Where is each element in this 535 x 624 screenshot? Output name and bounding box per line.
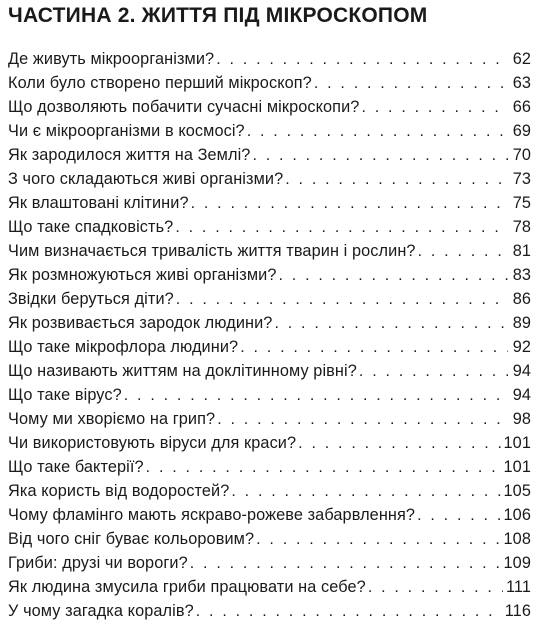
- toc-entry-title: З чого складаються живі організми?: [8, 170, 284, 188]
- toc-entry: [8, 263, 531, 287]
- dot-leader: [231, 480, 500, 504]
- dot-leader: [217, 408, 508, 432]
- toc-entry-page-number: 108: [503, 530, 531, 548]
- toc-entry: [8, 71, 531, 95]
- dot-leader: [247, 120, 508, 144]
- toc-entry-page-number: 70: [512, 146, 531, 164]
- toc-entry-title: Звідки беруться діти?: [8, 290, 174, 308]
- dot-leader: [124, 384, 508, 408]
- toc-entry-title: Чи є мікроорганізми в космосі?: [8, 122, 245, 140]
- toc-entry-title: Від чого сніг буває кольоровим?: [8, 530, 255, 548]
- toc-entry: [8, 95, 531, 119]
- toc-entry: [8, 143, 531, 167]
- toc-entry-title: Чому фламінго мають яскраво-рожеве забарвлення?: [8, 506, 416, 524]
- toc-entry-page-number: 81: [512, 242, 531, 260]
- toc-entry-page-number: 106: [503, 506, 531, 524]
- toc-entry-page-number: 101: [503, 458, 531, 476]
- dot-leader: [175, 216, 508, 240]
- dot-leader: [146, 456, 501, 480]
- toc-entry-page-number: 109: [503, 554, 531, 572]
- toc-entry-title: Що дозволяють побачити сучасні мікроскопи?: [8, 98, 360, 116]
- toc-entry-page-number: 98: [512, 410, 531, 428]
- toc-entry-page-number: 116: [504, 602, 531, 620]
- toc-entry: [8, 119, 531, 143]
- toc-entry-title: Як розмножуються живі організми?: [8, 266, 277, 284]
- dot-leader: [256, 528, 500, 552]
- toc-entry-page-number: 83: [512, 266, 531, 284]
- dot-leader: [298, 432, 500, 456]
- dot-leader: [176, 288, 508, 312]
- dot-leader: [196, 600, 502, 624]
- dot-leader: [278, 264, 508, 288]
- toc-entry-title: Чим визначається тривалість життя тварин і рослин?: [8, 242, 416, 260]
- toc-entry-page-number: 94: [512, 362, 531, 380]
- toc-entry: [8, 383, 531, 407]
- toc-entry-page-number: 105: [503, 482, 531, 500]
- toc-entry: [8, 215, 531, 239]
- toc-entry-title: Як розвивається зародок людини?: [8, 314, 273, 332]
- toc-entry-page-number: 63: [512, 74, 531, 92]
- toc-entry-page-number: 111: [505, 578, 531, 596]
- dot-leader: [418, 240, 508, 264]
- toc-entry-page-number: 101: [503, 434, 531, 452]
- toc-entry-title: Яка користь від водоростей?: [8, 482, 230, 500]
- toc-entry-page-number: 73: [512, 170, 531, 188]
- toc-entry-title: Гриби: друзі чи вороги?: [8, 554, 188, 572]
- dot-leader: [190, 552, 501, 576]
- toc-entry-page-number: 66: [512, 98, 531, 116]
- toc-entry: [8, 167, 531, 191]
- dot-leader: [361, 96, 508, 120]
- table-of-contents: [8, 47, 531, 623]
- toc-entry: [8, 575, 531, 599]
- toc-entry-title: Як зародилося життя на Землі?: [8, 146, 251, 164]
- toc-entry-page-number: 92: [512, 338, 531, 356]
- toc-entry: [8, 335, 531, 359]
- toc-entry-title: Що таке мікрофлора людини?: [8, 338, 239, 356]
- toc-entry: [8, 191, 531, 215]
- toc-entry-title: Коли було створено перший мікроскоп?: [8, 74, 312, 92]
- toc-entry-title: Чи використовують віруси для краси?: [8, 434, 297, 452]
- dot-leader: [359, 360, 508, 384]
- dot-leader: [252, 144, 508, 168]
- toc-entry-page-number: 75: [512, 194, 531, 212]
- toc-entry: [8, 455, 531, 479]
- toc-entry: [8, 359, 531, 383]
- dot-leader: [368, 576, 503, 600]
- toc-entry-title: Що таке бактерії?: [8, 458, 144, 476]
- toc-entry: [8, 311, 531, 335]
- dot-leader: [240, 336, 508, 360]
- section-heading: ЧАСТИНА 2. ЖИТТЯ ПІД МІКРОСКОПОМ: [8, 4, 428, 27]
- dot-leader: [417, 504, 500, 528]
- toc-entry: [8, 599, 531, 623]
- toc-entry-page-number: 86: [512, 290, 531, 308]
- dot-leader: [216, 48, 508, 72]
- toc-entry-title: Як влаштовані клітини?: [8, 194, 189, 212]
- toc-entry-title: У чому загадка коралів?: [8, 602, 194, 620]
- toc-entry-title: Де живуть мікроорганізми?: [8, 50, 215, 68]
- toc-entry: [8, 551, 531, 575]
- toc-entry-page-number: 89: [512, 314, 531, 332]
- toc-entry: [8, 527, 531, 551]
- toc-entry: [8, 503, 531, 527]
- toc-entry-title: Чому ми хворіємо на грип?: [8, 410, 216, 428]
- toc-entry-page-number: 94: [512, 386, 531, 404]
- toc-entry-title: Як людина змусила гриби працювати на себе?: [8, 578, 366, 596]
- dot-leader: [314, 72, 508, 96]
- toc-entry: [8, 287, 531, 311]
- toc-entry-page-number: 62: [512, 50, 531, 68]
- toc-entry: [8, 47, 531, 71]
- toc-entry: [8, 431, 531, 455]
- toc-entry-page-number: 78: [512, 218, 531, 236]
- dot-leader: [274, 312, 508, 336]
- toc-entry-title: Що називають життям на доклітинному рівні?: [8, 362, 357, 380]
- toc-entry: [8, 407, 531, 431]
- toc-entry-title: Що таке вірус?: [8, 386, 122, 404]
- dot-leader: [285, 168, 508, 192]
- toc-entry-page-number: 69: [512, 122, 531, 140]
- dot-leader: [191, 192, 508, 216]
- toc-entry-title: Що таке спадковість?: [8, 218, 174, 236]
- toc-entry: [8, 479, 531, 503]
- toc-entry: [8, 239, 531, 263]
